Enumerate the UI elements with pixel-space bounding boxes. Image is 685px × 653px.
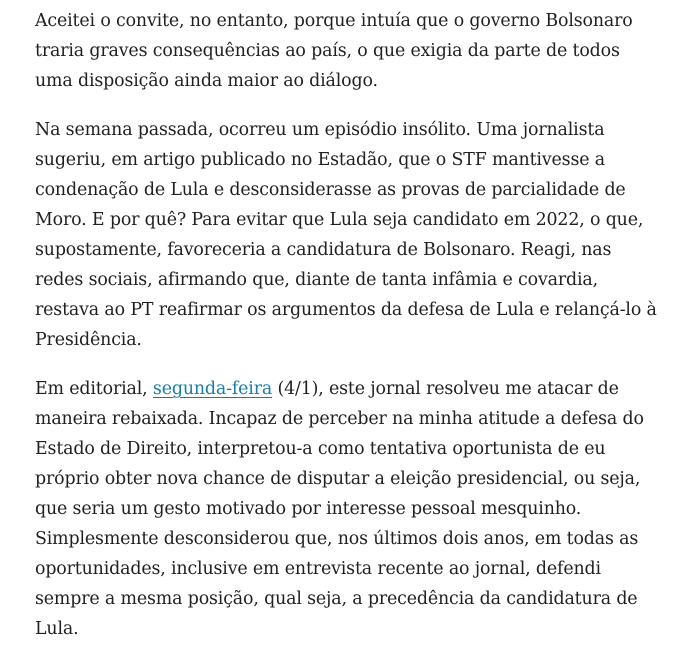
- paragraph-editorial: [35, 374, 660, 644]
- article-body: [35, 6, 660, 644]
- paragraph-convite: Aceitei o convite, no entanto, porque intuía que o governo Bolsonaro traria graves consequências ao país, o que exigia da parte de todos uma disposição ainda maior ao diálogo.: [35, 11, 633, 91]
- paragraph-episodio: Na semana passada, ocorreu um episódio insólito. Uma jornalista sugeriu, em artigo publicado no Estadão, que o STF mantivesse a condenação de Lula e desconsiderasse as provas de parcialidade de Moro. E por quê? Para evitar que Lula seja candidato em 2022, o que, supostamente, favoreceria a candidatura de Bolsonaro. Reagi, nas redes sociais, afirmando que, diante de tanta infâmia e covardia, restava ao PT reafirmar os argumentos da defesa de Lula e relançá-lo à Presidência.: [35, 120, 657, 350]
- paragraph-editorial-intro: Em editorial,: [35, 379, 153, 399]
- segunda-feira-link[interactable]: segunda-feira: [152, 379, 273, 399]
- paragraph-editorial-rest: (4/1), este jornal resolveu me atacar de maneira rebaixada. Incapaz de perceber na minha atitude a defesa do Estado de Direito, interpretou-a como tentativa oportunista de eu próprio obter nova chance de disputar a eleição presidencial, ou seja, que seria um gesto motivado por interesse pessoal mesquinho. Simplesmente desconsiderou que, nos últimos dois anos, em todas as oportunidades, inclusive em entrevista recente ao jornal, defendi sempre a mesma posição, qual seja, a precedência da candidatura de Lula.: [35, 379, 644, 639]
